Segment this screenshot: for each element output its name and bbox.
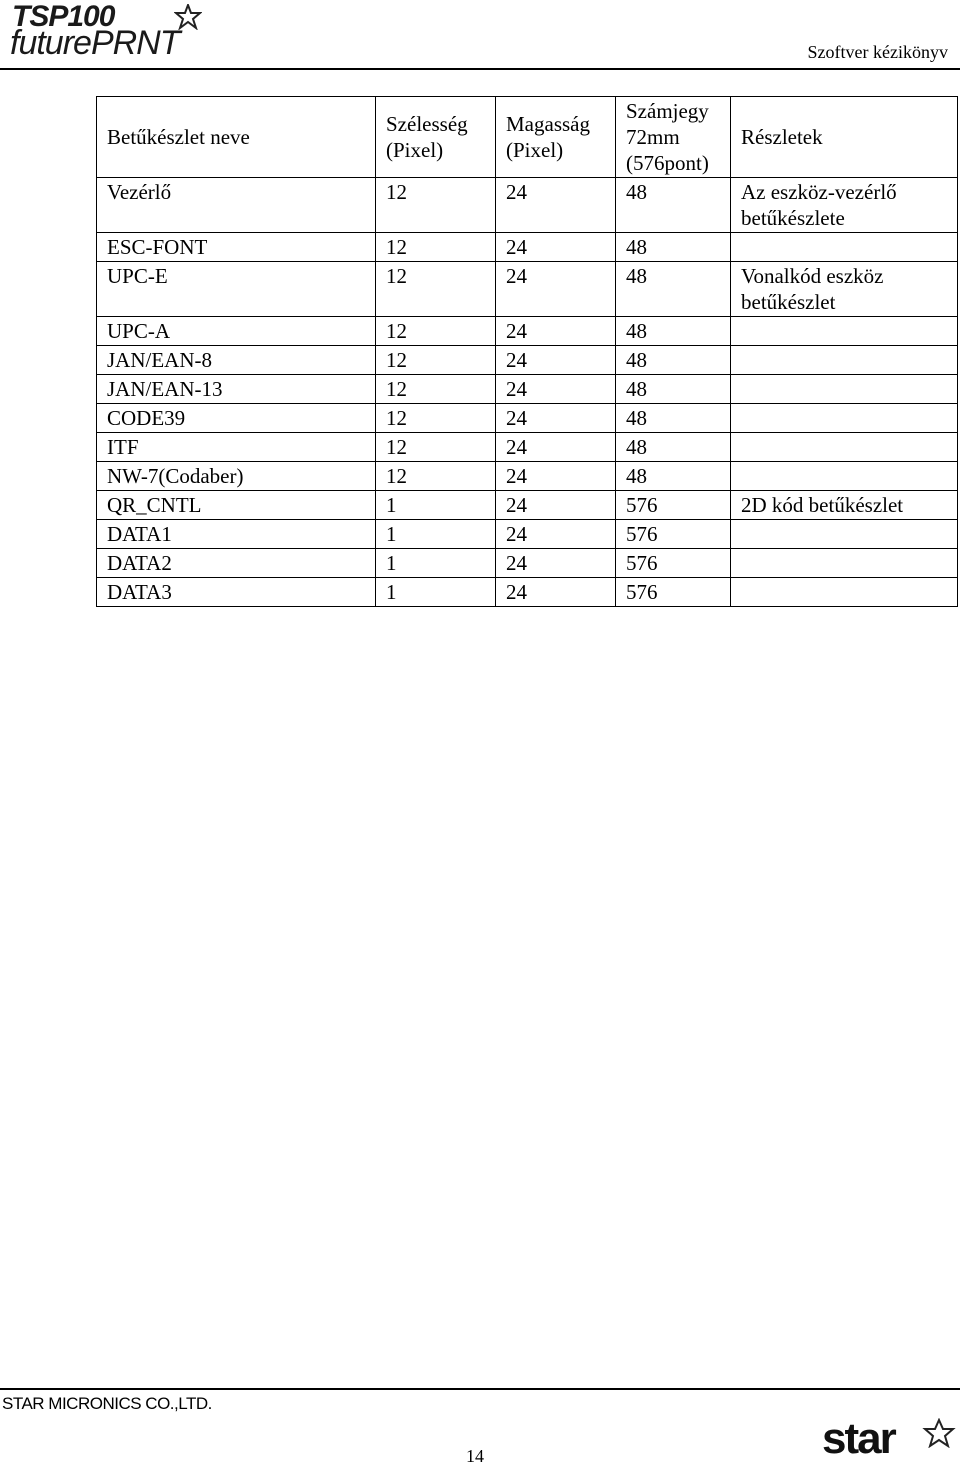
width-cell: 12	[376, 178, 496, 233]
digits-cell: 48	[616, 433, 731, 462]
details-cell	[731, 578, 958, 607]
height-cell: 24	[496, 233, 616, 262]
font-table	[96, 96, 958, 607]
font-name-cell: UPC-E	[97, 262, 376, 317]
details-cell	[731, 462, 958, 491]
font-name-cell: DATA3	[97, 578, 376, 607]
page-number: 14	[466, 1446, 484, 1466]
details-cell	[731, 375, 958, 404]
logo-model: TSP100	[12, 0, 115, 33]
column-header-width: Szélesség (Pixel)	[376, 97, 496, 178]
height-cell: 24	[496, 520, 616, 549]
footer-divider	[0, 1388, 960, 1390]
table-row	[97, 346, 958, 375]
digits-cell: 48	[616, 233, 731, 262]
height-cell: 24	[496, 433, 616, 462]
details-cell	[731, 404, 958, 433]
column-header-height: Magasság (Pixel)	[496, 97, 616, 178]
width-cell: 1	[376, 491, 496, 520]
digits-cell: 48	[616, 317, 731, 346]
details-cell: Vonalkód eszköz betűkészlet	[731, 262, 958, 317]
table-row	[97, 491, 958, 520]
font-name-cell: DATA2	[97, 549, 376, 578]
width-cell: 1	[376, 549, 496, 578]
font-name-cell: JAN/EAN-13	[97, 375, 376, 404]
column-header-font-name: Betűkészlet neve	[97, 97, 376, 178]
digits-cell: 48	[616, 262, 731, 317]
width-cell: 12	[376, 433, 496, 462]
font-name-cell: DATA1	[97, 520, 376, 549]
table-row	[97, 578, 958, 607]
width-cell: 12	[376, 462, 496, 491]
width-cell: 12	[376, 375, 496, 404]
height-cell: 24	[496, 346, 616, 375]
page-header	[0, 0, 960, 72]
table-row	[97, 404, 958, 433]
height-cell: 24	[496, 262, 616, 317]
star-icon	[174, 4, 202, 30]
table-header-row	[97, 97, 958, 178]
header-divider	[0, 68, 960, 70]
company-name: STAR MICRONICS CO.,LTD.	[2, 1394, 212, 1413]
table-row	[97, 549, 958, 578]
digits-cell: 576	[616, 549, 731, 578]
height-cell: 24	[496, 462, 616, 491]
digits-cell: 576	[616, 578, 731, 607]
width-cell: 12	[376, 317, 496, 346]
table-row	[97, 520, 958, 549]
table-row	[97, 317, 958, 346]
details-cell: Az eszköz-vezérlő betűkészlete	[731, 178, 958, 233]
width-cell: 12	[376, 262, 496, 317]
width-cell: 1	[376, 520, 496, 549]
font-name-cell: CODE39	[97, 404, 376, 433]
digits-cell: 576	[616, 491, 731, 520]
manual-title: Szoftver kézikönyv	[807, 42, 948, 62]
star-icon	[922, 1418, 956, 1448]
details-cell: 2D kód betűkészlet	[731, 491, 958, 520]
font-name-cell: ITF	[97, 433, 376, 462]
font-name-cell: ESC-FONT	[97, 233, 376, 262]
width-cell: 1	[376, 578, 496, 607]
table-row	[97, 178, 958, 233]
height-cell: 24	[496, 317, 616, 346]
digits-cell: 48	[616, 404, 731, 433]
brand-wordmark: star	[822, 1414, 895, 1463]
table-row	[97, 233, 958, 262]
table-row	[97, 375, 958, 404]
logo-product-line: futurePRNT	[10, 24, 180, 62]
width-cell: 12	[376, 346, 496, 375]
font-name-cell: JAN/EAN-8	[97, 346, 376, 375]
star-brand-logo	[822, 1414, 956, 1463]
font-name-cell: UPC-A	[97, 317, 376, 346]
font-name-cell: Vezérlő	[97, 178, 376, 233]
tsp100-futureprnt-logo	[8, 2, 248, 62]
column-header-details: Részletek	[731, 97, 958, 178]
details-cell	[731, 346, 958, 375]
digits-cell: 576	[616, 520, 731, 549]
digits-cell: 48	[616, 346, 731, 375]
height-cell: 24	[496, 178, 616, 233]
height-cell: 24	[496, 491, 616, 520]
font-name-cell: QR_CNTL	[97, 491, 376, 520]
details-cell	[731, 520, 958, 549]
font-name-cell: NW-7(Codaber)	[97, 462, 376, 491]
column-header-digits: Számjegy 72mm (576pont)	[616, 97, 731, 178]
height-cell: 24	[496, 549, 616, 578]
table-row	[97, 433, 958, 462]
height-cell: 24	[496, 578, 616, 607]
details-cell	[731, 549, 958, 578]
width-cell: 12	[376, 404, 496, 433]
table-row	[97, 262, 958, 317]
width-cell: 12	[376, 233, 496, 262]
details-cell	[731, 317, 958, 346]
height-cell: 24	[496, 375, 616, 404]
digits-cell: 48	[616, 178, 731, 233]
details-cell	[731, 233, 958, 262]
digits-cell: 48	[616, 375, 731, 404]
digits-cell: 48	[616, 462, 731, 491]
details-cell	[731, 433, 958, 462]
table-row	[97, 462, 958, 491]
height-cell: 24	[496, 404, 616, 433]
